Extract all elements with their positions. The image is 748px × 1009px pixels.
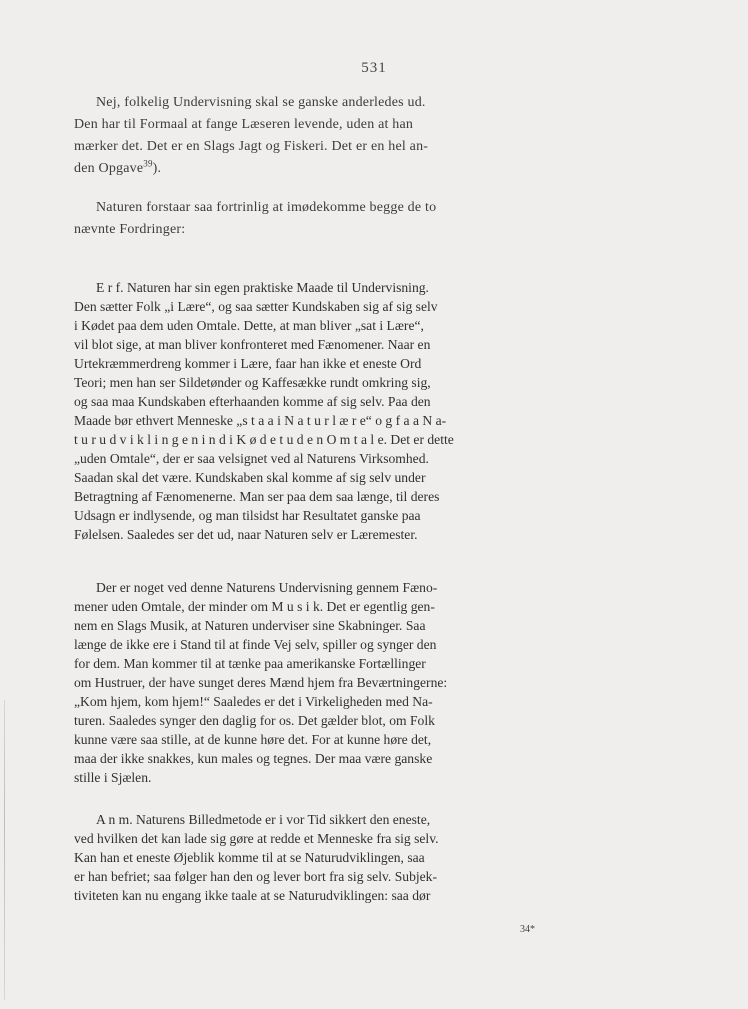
text-line: ved hvilken det kan lade sig gøre at redde et Menneske fra sig selv. [74, 831, 439, 846]
signature-mark: 34* [520, 924, 535, 935]
page-edge-shadow [4, 700, 5, 1000]
text-line: om Hustruer, der have sunget deres Mænd hjem fra Beværtningerne: [74, 675, 448, 690]
text-line: „uden Omtale“, der er saa velsignet ved al Naturens Virksomhed. [74, 451, 429, 466]
text-line: Følelsen. Saaledes ser det ud, naar Naturen selv er Læremester. [74, 527, 418, 542]
text-line: mærker det. Det er en Slags Jagt og Fiskeri. Det er en hel an- [74, 139, 429, 154]
paragraph-5-note [74, 810, 562, 905]
page-number: 531 [361, 60, 387, 76]
paragraph-2 [74, 197, 562, 241]
text-line: er han befriet; saa følger han den og lever bort fra sig selv. Subjek- [74, 869, 437, 884]
footnote-reference: 39 [143, 158, 153, 169]
text-fragment: ). [152, 161, 162, 176]
text-line: kunne være saa stille, at de kunne høre det. For at kunne høre det, [74, 732, 432, 747]
paragraph-3 [74, 278, 562, 544]
text-line: og saa maa Kundskaben efterhaanden komme af sig selv. Paa den [74, 394, 431, 409]
text-line: Naturen forstaar saa fortrinlig at imødekomme begge de to [96, 200, 437, 215]
text-line: nævnte Fordringer: [74, 222, 186, 237]
text-line: tiviteten kan nu engang ikke taale at se Naturudviklingen: saa dør [74, 888, 431, 903]
paragraph-4 [74, 578, 562, 787]
text-line: Kan han et eneste Øjeblik komme til at se Naturudviklingen, saa [74, 850, 425, 865]
text-line: Den har til Formaal at fange Læseren levende, uden at han [74, 117, 414, 132]
text-line: mener uden Omtale, der minder om M u s i k. Det er egentlig gen- [74, 599, 435, 614]
text-line: Teori; men han ser Sildetønder og Kaffesække rundt omkring sig, [74, 375, 431, 390]
text-line: E r f. Naturen har sin egen praktiske Maade til Undervisning. [96, 280, 429, 295]
text-line: Nej, folkelig Undervisning skal se ganske anderledes ud. [96, 95, 426, 110]
text-line: turen. Saaledes synger den daglig for os. Det gælder blot, om Folk [74, 713, 435, 728]
text-line: i Kødet paa dem uden Omtale. Dette, at man bliver „sat i Lære“, [74, 318, 424, 333]
text-line: nem en Slags Musik, at Naturen underviser sine Skabninger. Saa [74, 618, 426, 633]
text-line [74, 158, 562, 180]
text-line: stille i Sjælen. [74, 770, 152, 785]
text-line: Saadan skal det være. Kundskaben skal komme af sig selv under [74, 470, 426, 485]
text-line: Udsagn er indlysende, og man tilsidst har Resultatet ganske paa [74, 508, 421, 523]
text-line: længe de ikke ere i Stand til at finde Vej selv, spiller og synger den [74, 637, 437, 652]
text-line: „Kom hjem, kom hjem!“ Saaledes er det i Virkeligheden med Na- [74, 694, 433, 709]
text-line: Maade bør ethvert Menneske „s t a a i N a t u r l æ r e“ o g f a a N a- [74, 413, 447, 428]
text-line: for dem. Man kommer til at tænke paa amerikanske Fortællinger [74, 656, 426, 671]
text-line: Den sætter Folk „i Lære“, og saa sætter Kundskaben sig af sig selv [74, 299, 438, 314]
text-line: maa der ikke snakkes, kun males og tegnes. Der maa være ganske [74, 751, 433, 766]
text-line: Der er noget ved denne Naturens Undervisning gennem Fæno- [96, 580, 438, 595]
text-fragment: den Opgave [74, 161, 144, 176]
text-line: Betragtning af Fænomenerne. Man ser paa dem saa længe, til deres [74, 489, 440, 504]
text-line: vil blot sige, at man bliver konfronteret med Fænomener. Naar en [74, 337, 431, 352]
text-line: A n m. Naturens Billedmetode er i vor Tid sikkert den eneste, [96, 812, 431, 827]
text-line: Urtekræmmerdreng kommer i Lære, faar han ikke et eneste Ord [74, 356, 422, 371]
paragraph-1 [74, 92, 562, 180]
text-line: t u r u d v i k l i n g e n i n d i K ø d e t u d e n O m t a l e. Det er dette [74, 432, 454, 447]
